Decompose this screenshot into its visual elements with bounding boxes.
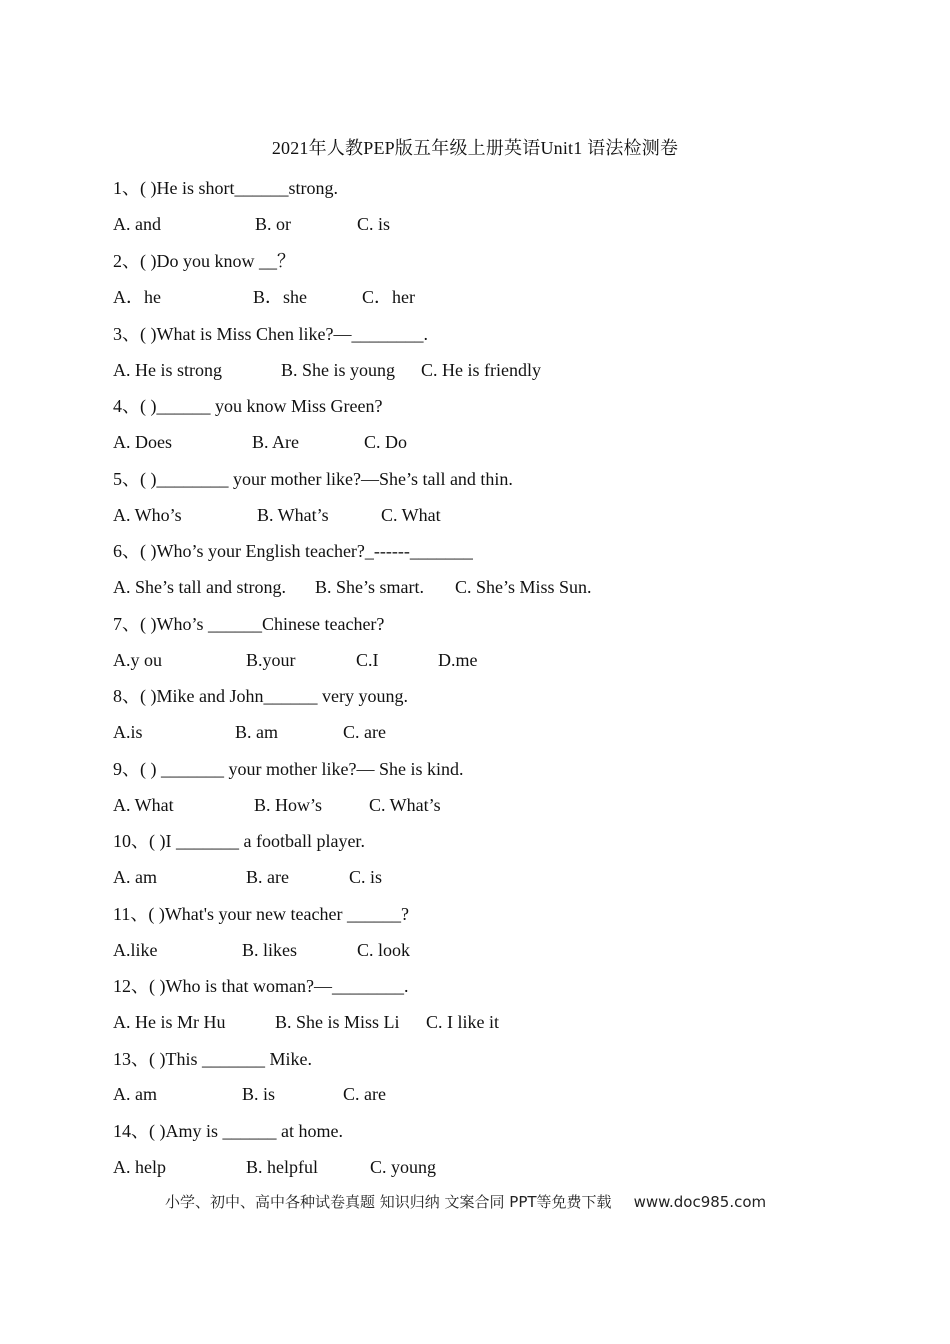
option-c: C. young — [370, 1157, 437, 1177]
option-b: B. likes — [242, 940, 298, 960]
option-b: B. am — [235, 722, 278, 742]
question-8: 8、( )Mike and John______ very young. — [113, 686, 408, 706]
options-7 — [113, 649, 813, 671]
options-14 — [113, 1156, 813, 1178]
footer-text: 小学、初中、高中各种试卷真题 知识归纳 文案合同 PPT等免费下载 — [165, 1193, 612, 1211]
option-b: B. Are — [252, 432, 299, 452]
option-a: A．he — [113, 287, 161, 307]
options-3 — [113, 359, 813, 381]
question-9: 9、( ) _______ your mother like?— She is kind. — [113, 759, 464, 779]
option-b: B. helpful — [246, 1157, 318, 1177]
option-a: A. Who’s — [113, 505, 182, 525]
option-c: C. He is friendly — [421, 360, 541, 380]
options-11 — [113, 939, 813, 961]
question-2: 2、( )Do you know __？ — [113, 251, 295, 271]
options-4 — [113, 431, 813, 453]
option-c: C. What’s — [369, 795, 441, 815]
question-7: 7、( )Who’s ______Chinese teacher? — [113, 614, 385, 634]
options-8 — [113, 721, 813, 743]
option-b: B．she — [253, 287, 307, 307]
question-12: 12、( )Who is that woman?—________. — [113, 976, 409, 996]
options-2 — [113, 286, 813, 308]
option-c: C. Do — [364, 432, 408, 452]
option-b: B. She’s smart. — [315, 577, 425, 597]
question-1: 1、( )He is short______strong. — [113, 178, 338, 198]
page-footer — [165, 1191, 766, 1212]
option-c: C．her — [362, 287, 415, 307]
option-a: A. He is strong — [113, 360, 222, 380]
options-13 — [113, 1083, 813, 1105]
option-d: D.me — [438, 650, 478, 670]
option-c: C. I like it — [426, 1012, 499, 1032]
question-10: 10、( )I _______ a football player. — [113, 831, 365, 851]
option-b: B. What’s — [257, 505, 329, 525]
option-c: C. She’s Miss Sun. — [455, 577, 592, 597]
option-c: C.I — [356, 650, 379, 670]
question-13: 13、( )This _______ Mike. — [113, 1049, 312, 1069]
option-a: A. am — [113, 867, 157, 887]
question-14: 14、( )Amy is ______ at home. — [113, 1121, 343, 1141]
option-a: A. am — [113, 1084, 157, 1104]
options-12 — [113, 1011, 813, 1033]
option-c: C. are — [343, 722, 386, 742]
option-b: B. are — [246, 867, 289, 887]
options-6 — [113, 576, 813, 598]
options-10 — [113, 866, 813, 888]
option-a: A. He is Mr Hu — [113, 1012, 226, 1032]
option-b: B. or — [255, 214, 291, 234]
options-9 — [113, 794, 813, 816]
option-b: B. How’s — [254, 795, 323, 815]
option-b: B. is — [242, 1084, 276, 1104]
option-b: B. She is young — [281, 360, 396, 380]
question-3: 3、( )What is Miss Chen like?—________. — [113, 324, 428, 344]
option-a: A. She’s tall and strong. — [113, 577, 286, 597]
question-11: 11、( )What's your new teacher ______? — [113, 904, 409, 924]
option-a: A. and — [113, 214, 161, 234]
page-title: 2021年人教PEP版五年级上册英语Unit1 语法检测卷 — [271, 138, 679, 158]
question-6: 6、( )Who’s your English teacher?_------_______ — [113, 541, 473, 561]
option-c: C. is — [349, 867, 383, 887]
footer-url[interactable]: www.doc985.com — [633, 1193, 767, 1211]
options-5 — [113, 504, 813, 526]
option-a: A.y ou — [113, 650, 162, 670]
option-c: C. are — [343, 1084, 386, 1104]
option-a: A.like — [113, 940, 158, 960]
option-a: A. help — [113, 1157, 166, 1177]
option-c: C. look — [357, 940, 411, 960]
option-a: A. What — [113, 795, 174, 815]
option-c: C. What — [381, 505, 441, 525]
question-5: 5、( )________ your mother like?—She’s tall and thin. — [113, 469, 513, 489]
option-c: C. is — [357, 214, 391, 234]
option-b: B. She is Miss Li — [275, 1012, 400, 1032]
options-1 — [113, 213, 813, 235]
option-b: B.your — [246, 650, 296, 670]
question-4: 4、( )______ you know Miss Green? — [113, 396, 383, 416]
option-a: A. Does — [113, 432, 172, 452]
option-a: A.is — [113, 722, 143, 742]
